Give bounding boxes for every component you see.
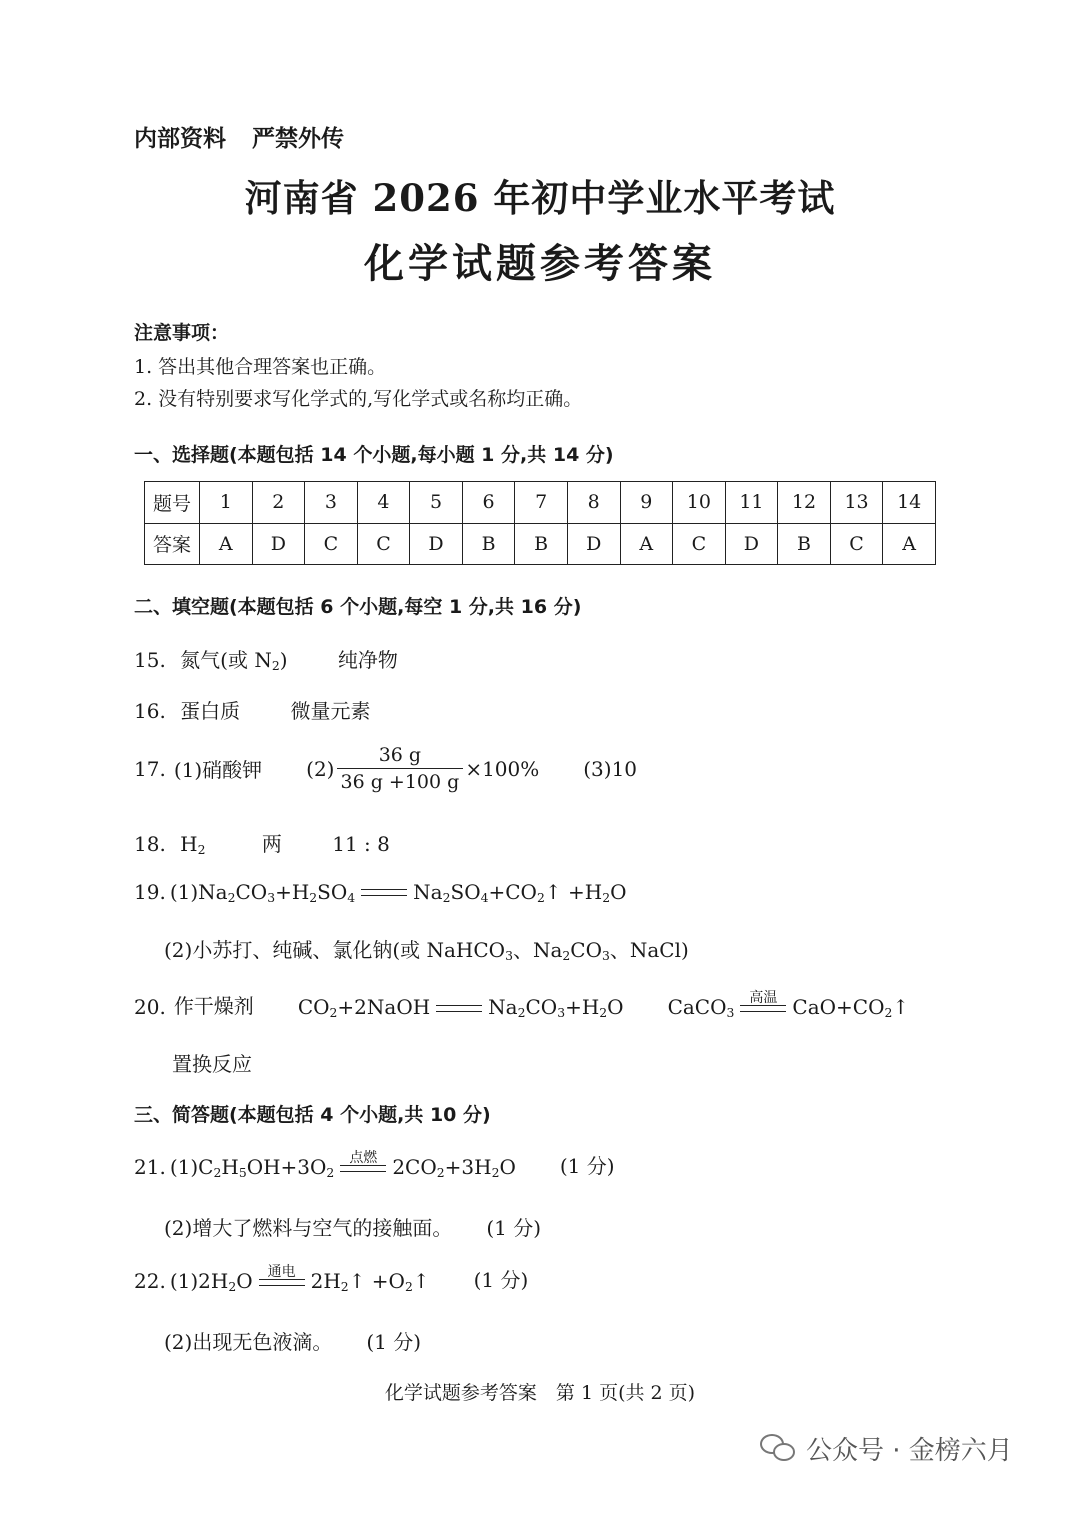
answer-16 — [134, 695, 371, 724]
q-num: 12 — [778, 482, 831, 524]
answer-cell: D — [567, 523, 620, 565]
fraction-denominator: 36 g +100 g — [340, 771, 460, 793]
question-number: 19. — [134, 880, 166, 904]
answer-17 — [134, 744, 637, 793]
score-label: (1 分) — [559, 1154, 615, 1178]
wechat-icon — [760, 1434, 796, 1464]
equals-sign — [361, 889, 407, 896]
answer-20-1: 作干燥剂 — [173, 994, 254, 1018]
percent-multiplier: ×100% — [465, 756, 540, 781]
answer-table-row-questions — [145, 482, 936, 524]
section2-heading: 二、填空题(本题包括 6 个小题,每空 1 分,共 16 分) — [134, 596, 582, 618]
note-item-2: 2. 没有特别要求写化学式的,写化学式或名称均正确。 — [134, 388, 583, 410]
equation-22: $2H_2O$ — [198, 1269, 253, 1295]
answer-20: 20. 作干燥剂 $CO_2+2NaOH$ $Na_2CO_3+H_2O$ CaCO$_3$ 高温 $CaO+CO_2↑$ — [134, 990, 910, 1021]
question-number: 21. — [134, 1155, 166, 1179]
answer-16-1: 蛋白质 — [180, 699, 241, 723]
equation-19: $Na_2CO_3+H_2SO_4$ — [198, 880, 356, 906]
question-number: 15. — [134, 648, 166, 672]
q-num: 5 — [410, 482, 463, 524]
q-num: 3 — [305, 482, 358, 524]
question-number: 17. — [134, 756, 166, 781]
equation-21: $C_2H_5OH+3O_2$ — [198, 1155, 335, 1181]
q-num: 1 — [200, 482, 253, 524]
confidential-label-1: 内部资料 — [134, 126, 226, 152]
q-num: 14 — [883, 482, 936, 524]
equation-20-1: $CO_2+2NaOH$ — [297, 995, 431, 1021]
section1-heading: 一、选择题(本题包括 14 个小题,每小题 1 分,共 14 分) — [134, 444, 614, 466]
answer-cell: C — [673, 523, 726, 565]
answer-20-3: 置换反应 — [172, 1052, 252, 1076]
answer-17-3: (3)10 — [583, 756, 638, 781]
answer-22-1: 22. (1) $2H_2O$ 通电 $2H_2↑$ $+O_2↑$ (1 分) — [134, 1264, 529, 1295]
answer-15 — [134, 644, 398, 673]
answer-18-1: $H_2$ — [180, 832, 206, 858]
score-label: (1 分) — [473, 1268, 529, 1292]
q-num: 13 — [830, 482, 883, 524]
answer-cell: D — [410, 523, 463, 565]
answer-15-1: 氮气(或 $N_2$) — [180, 648, 288, 674]
watermark — [760, 1430, 1013, 1467]
confidential-label-2: 严禁外传 — [252, 126, 344, 152]
answer-19-1: 19. (1) $Na_2CO_3+H_2SO_4$ $Na_2SO_4+CO_2↑ +H_2O$ — [134, 880, 627, 906]
question-number: 18. — [134, 832, 166, 856]
notes-heading: 注意事项： — [134, 322, 230, 344]
question-number: 16. — [134, 699, 166, 723]
section3-heading: 三、简答题(本题包括 4 个小题,共 10 分) — [134, 1104, 491, 1126]
q-num: 8 — [567, 482, 620, 524]
answer-21-1: 21. (1) $C_2H_5OH+3O_2$ 点燃 $2CO_2+3H_2O$ (1 分) — [134, 1150, 615, 1181]
answer-17-1: (1)硝酸钾 — [173, 758, 263, 782]
exam-title: 河南省 2026 年初中学业水平考试 — [244, 176, 836, 220]
condition-equals-sign: 通电 — [259, 1265, 305, 1286]
page-footer: 化学试题参考答案 第 1 页(共 2 页) — [384, 1382, 696, 1404]
answer-17-2-label: (2) — [306, 756, 335, 781]
answer-cell: A — [200, 523, 253, 565]
q-num: 11 — [725, 482, 778, 524]
score-label: (1 分) — [486, 1216, 542, 1240]
answer-cell: D — [252, 523, 305, 565]
q-num: 7 — [515, 482, 568, 524]
equals-sign — [436, 1005, 482, 1012]
answer-cell: B — [778, 523, 831, 565]
answer-cell: C — [830, 523, 883, 565]
q-num: 4 — [357, 482, 410, 524]
fraction — [337, 744, 464, 793]
q-num: 2 — [252, 482, 305, 524]
q-num: 9 — [620, 482, 673, 524]
answer-19-2: (2)小苏打、纯碱、氯化钠(或 NaHCO$_3$、$Na_2CO_3$、NaCl) — [164, 938, 689, 964]
answer-21-2: (2)增大了燃料与空气的接触面。 (1 分) — [164, 1216, 542, 1240]
equation-20-2: CaCO$_3$ — [667, 995, 735, 1021]
question-number: 22. — [134, 1269, 166, 1293]
answer-cell: A — [883, 523, 936, 565]
answer-15-2: 纯净物 — [337, 648, 398, 672]
answer-cell: C — [305, 523, 358, 565]
condition-equals-sign: 高温 — [740, 991, 786, 1012]
answer-cell: A — [620, 523, 673, 565]
answer-table — [144, 481, 936, 565]
row-label-question: 题号 — [145, 482, 200, 524]
score-label: (1 分) — [366, 1330, 422, 1354]
answer-cell: B — [462, 523, 515, 565]
confidential-notice — [134, 120, 344, 153]
answer-18-3: 11 : 8 — [332, 832, 390, 856]
note-item-1: 1. 答出其他合理答案也正确。 — [134, 356, 387, 378]
condition-equals-sign: 点燃 — [340, 1151, 386, 1172]
answer-16-2: 微量元素 — [290, 699, 371, 723]
watermark-text: 公众号 · 金榜六月 — [806, 1436, 1013, 1466]
fraction-numerator: 36 g — [337, 744, 464, 769]
q-num: 6 — [462, 482, 515, 524]
row-label-answer: 答案 — [145, 523, 200, 565]
question-number: 20. — [134, 995, 166, 1019]
exam-subtitle: 化学试题参考答案 — [364, 241, 716, 287]
q-num: 10 — [673, 482, 726, 524]
answer-22-2: (2)出现无色液滴。 (1 分) — [164, 1330, 422, 1354]
answer-cell: B — [515, 523, 568, 565]
answer-cell: C — [357, 523, 410, 565]
answer-cell: D — [725, 523, 778, 565]
answer-18-2: 两 — [261, 832, 282, 856]
answer-18 — [134, 828, 390, 857]
answer-table-row-answers — [145, 523, 936, 565]
